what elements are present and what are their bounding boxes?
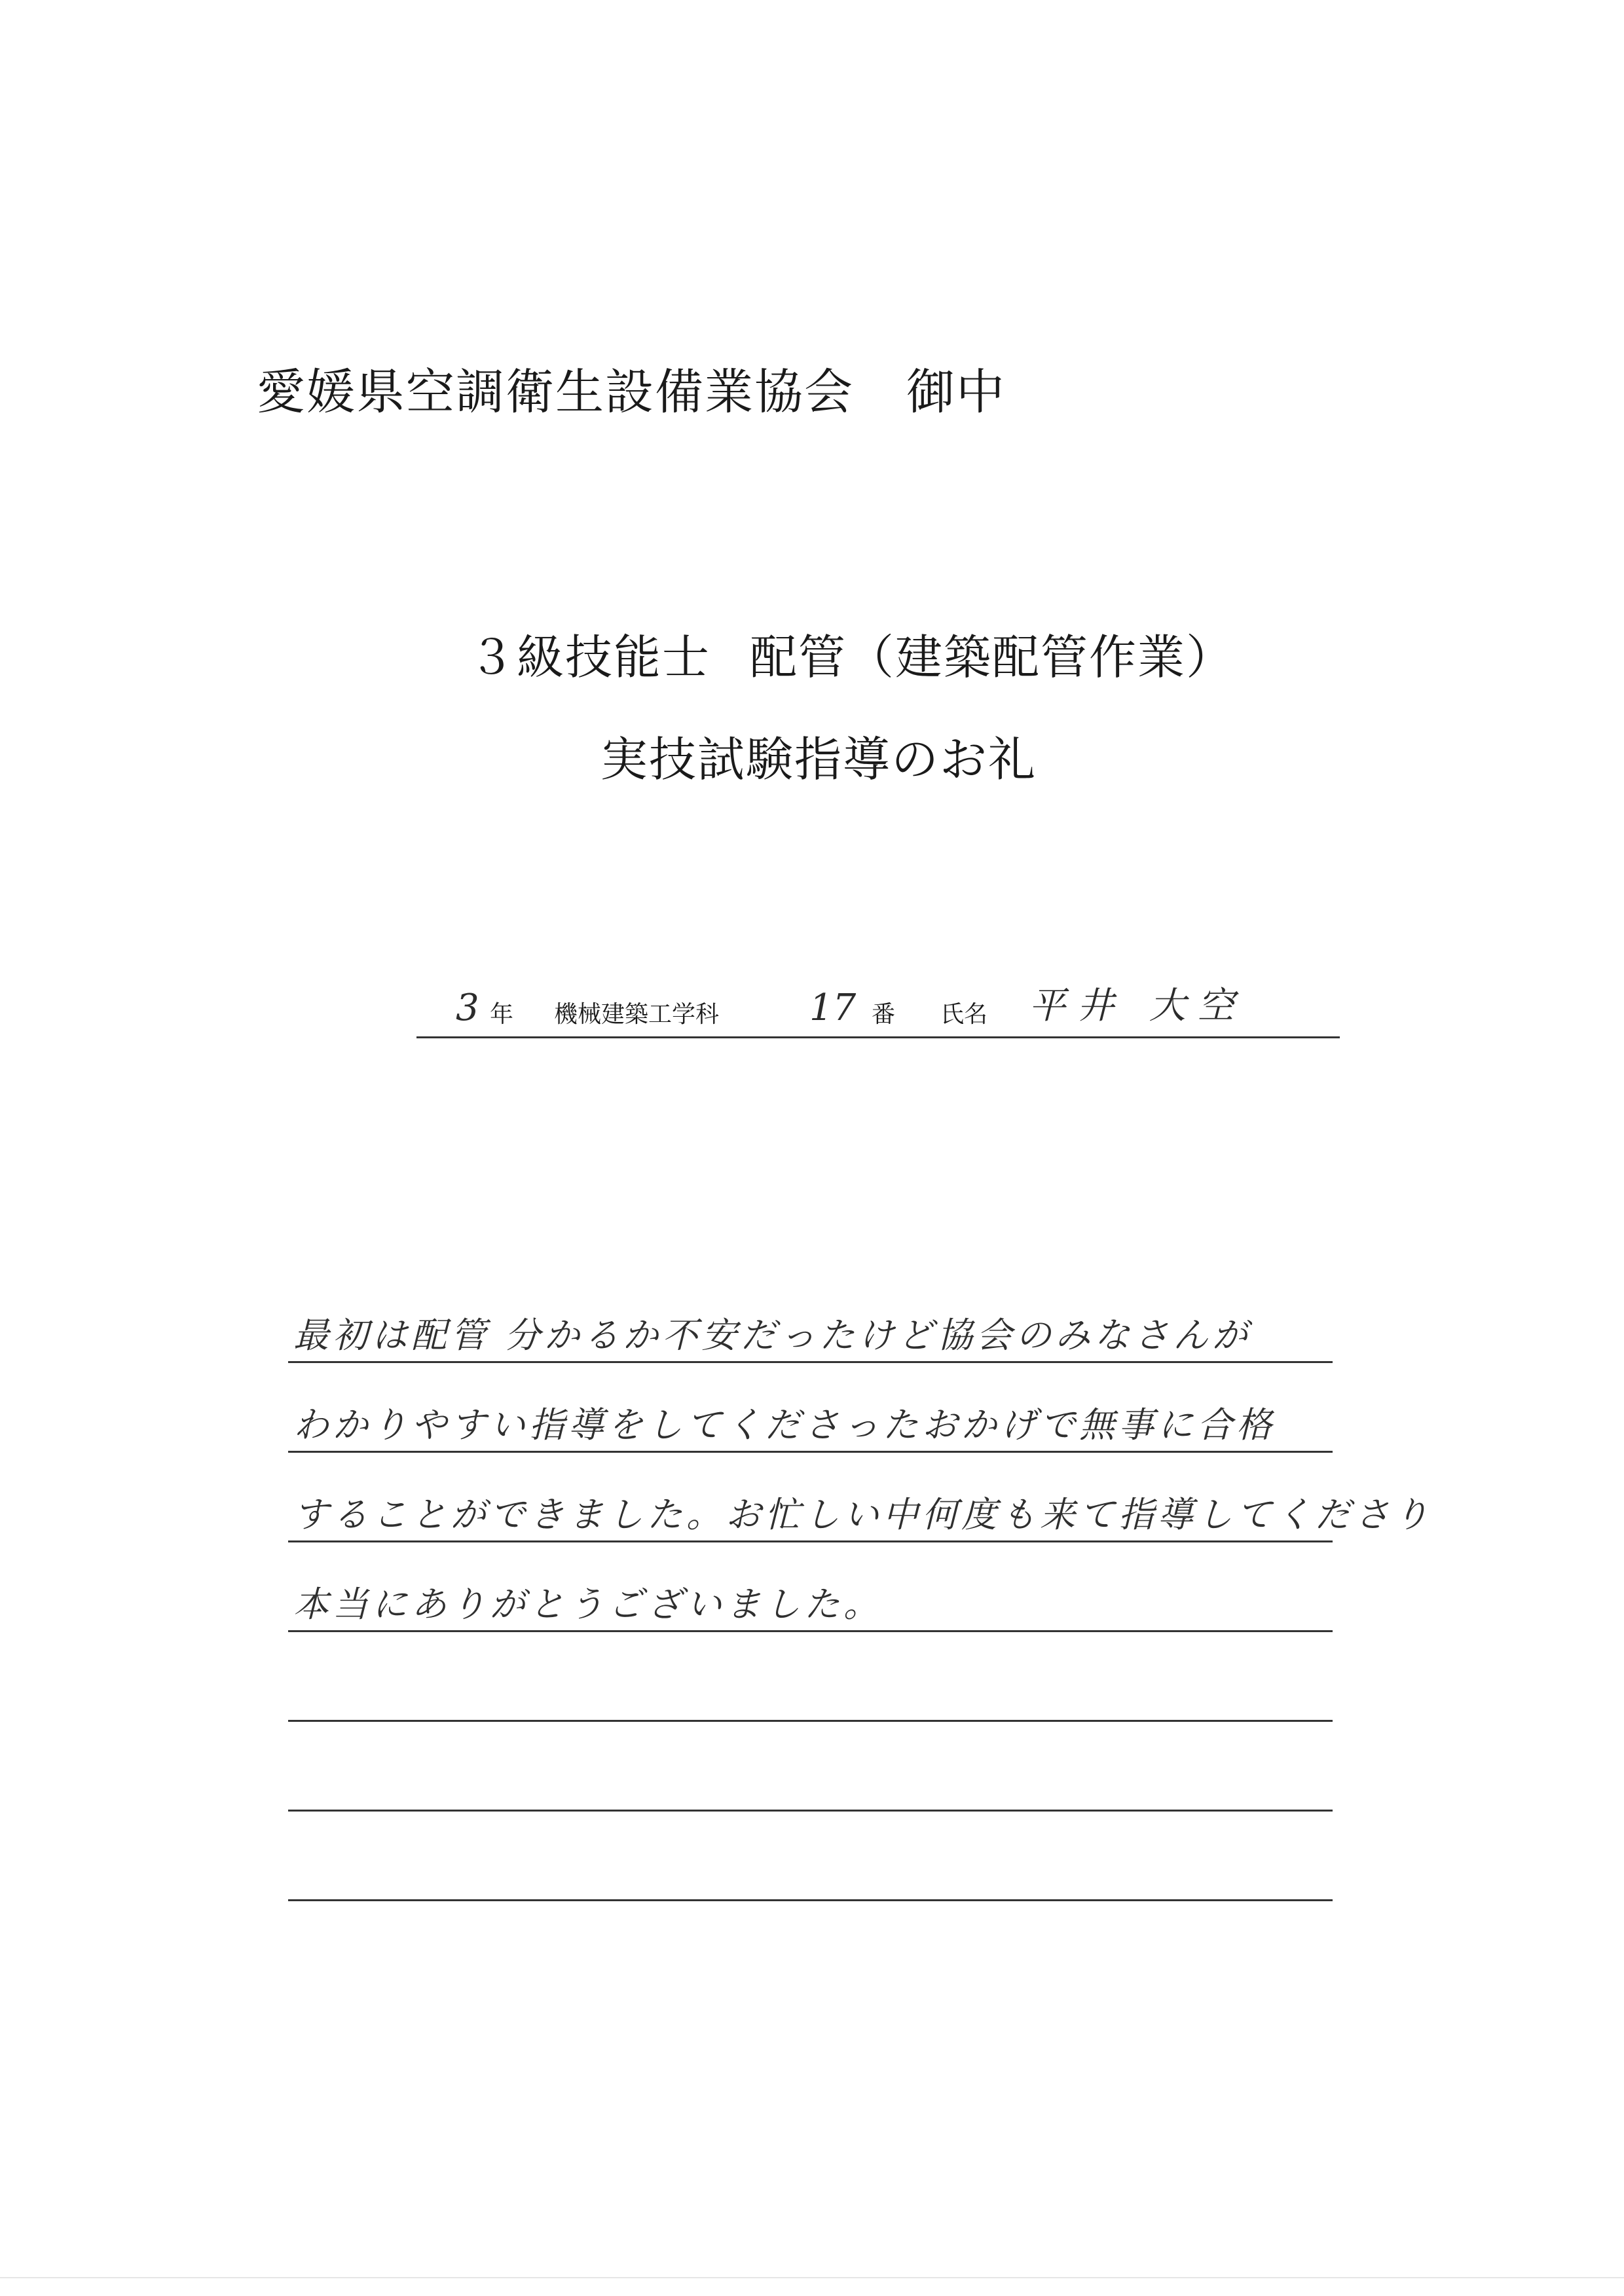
message-text: わかりやすい指導をしてくださったおかげで無事に合格 <box>293 1404 1276 1446</box>
addressee <box>257 354 1006 423</box>
message-line <box>288 1632 1333 1722</box>
student-info-row <box>416 982 1340 1038</box>
student-grade: 3 <box>456 987 479 1029</box>
grade-label: 年 <box>490 1001 514 1028</box>
title-line-2: 実技試験指導のお礼 <box>600 732 1037 787</box>
number-label: 番 <box>872 1001 896 1028</box>
title-certification: ３級技能士 <box>468 630 710 685</box>
message-line <box>288 1363 1333 1453</box>
addressee-honorific: 御中 <box>906 364 1006 420</box>
message-text: することができました。お忙しい中何度も来て指導してくださり <box>293 1494 1433 1535</box>
message-line <box>288 1812 1333 1901</box>
message-line <box>288 1453 1433 1542</box>
message-text: 最初は配管 分かるか不安だったけど協会のみなさんが <box>293 1315 1252 1356</box>
scan-edge <box>0 2277 1624 2278</box>
message-line <box>288 1542 1333 1632</box>
title-line-1 <box>79 630 1624 685</box>
student-name: 平井 大空 <box>1029 985 1246 1027</box>
message-text: 本当にありがとうございました。 <box>293 1584 883 1625</box>
document-title <box>0 630 1624 787</box>
message-line <box>288 1722 1333 1812</box>
student-info-underline <box>416 1036 1340 1038</box>
name-label: 氏名 <box>940 1001 988 1028</box>
addressee-name: 愛媛県空調衛生設備業協会 <box>257 364 854 420</box>
student-number: 17 <box>809 987 857 1029</box>
student-department: 機械建築工学科 <box>554 1001 720 1028</box>
message-area <box>288 1273 1433 1901</box>
message-line <box>288 1273 1333 1363</box>
title-trade: 配管（建築配管作業） <box>750 630 1235 685</box>
